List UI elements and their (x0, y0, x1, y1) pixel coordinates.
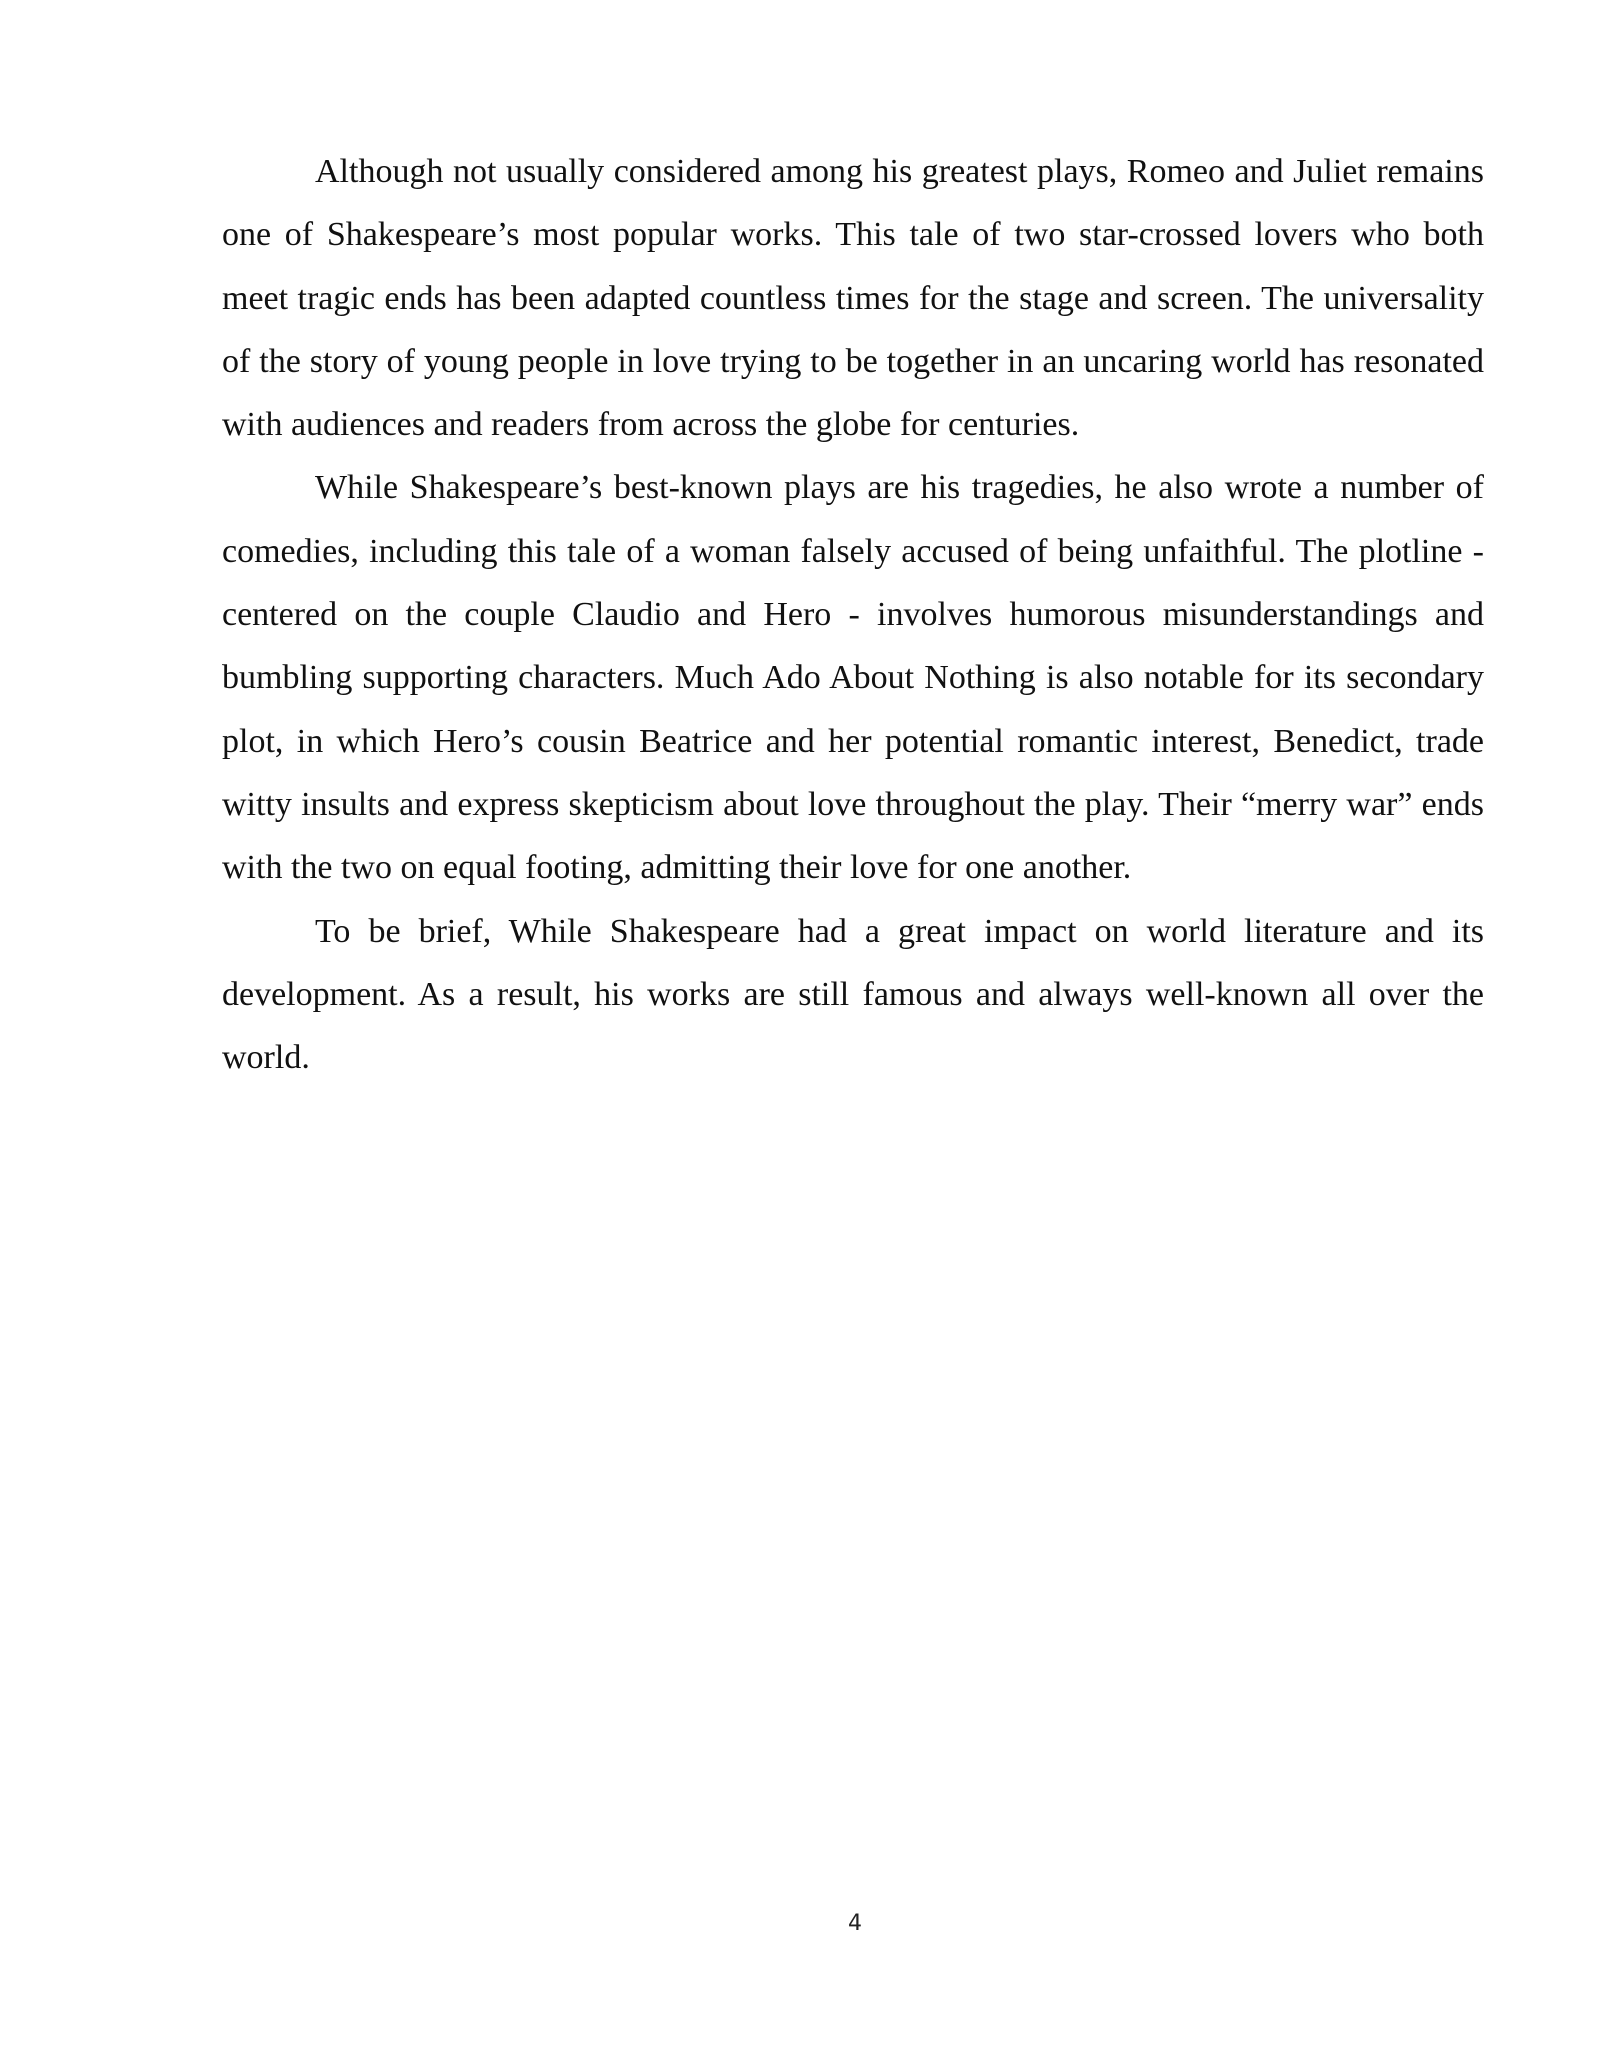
paragraph-conclusion: To be brief, While Shakespeare had a great impact on world literature and its development. As a result, his works are still famous and always well-known all over the world. (222, 912, 1484, 1077)
paragraph-much-ado: While Shakespeare’s best-known plays are his tragedies, he also wrote a number of comedies, including this tale of a woman falsely accused of being unfaithful. The plotline - centered on the couple Claudio and Hero - involves humorous misunderstandings and bumbling supporting characters. Much Ado About Nothing is also notable for its secondary plot, in which Hero’s cousin Beatrice and her potential romantic interest, Benedict, trade witty insults and express skepticism about love throughout the play. Their “merry war” ends with the two on equal footing, admitting their love for one another. (222, 469, 1484, 887)
page-number: 4 (848, 1911, 862, 1936)
body-text (222, 140, 1484, 1089)
paragraph-romeo-and-juliet: Although not usually considered among his greatest plays, Romeo and Juliet remains one of Shakespeare’s most popular works. This tale of two star-crossed lovers who both meet tragic ends has been adapted countless times for the stage and screen. The universality of the story of young people in love trying to be together in an uncaring world has resonated with audiences and readers from across the globe for centuries. (222, 153, 1484, 444)
